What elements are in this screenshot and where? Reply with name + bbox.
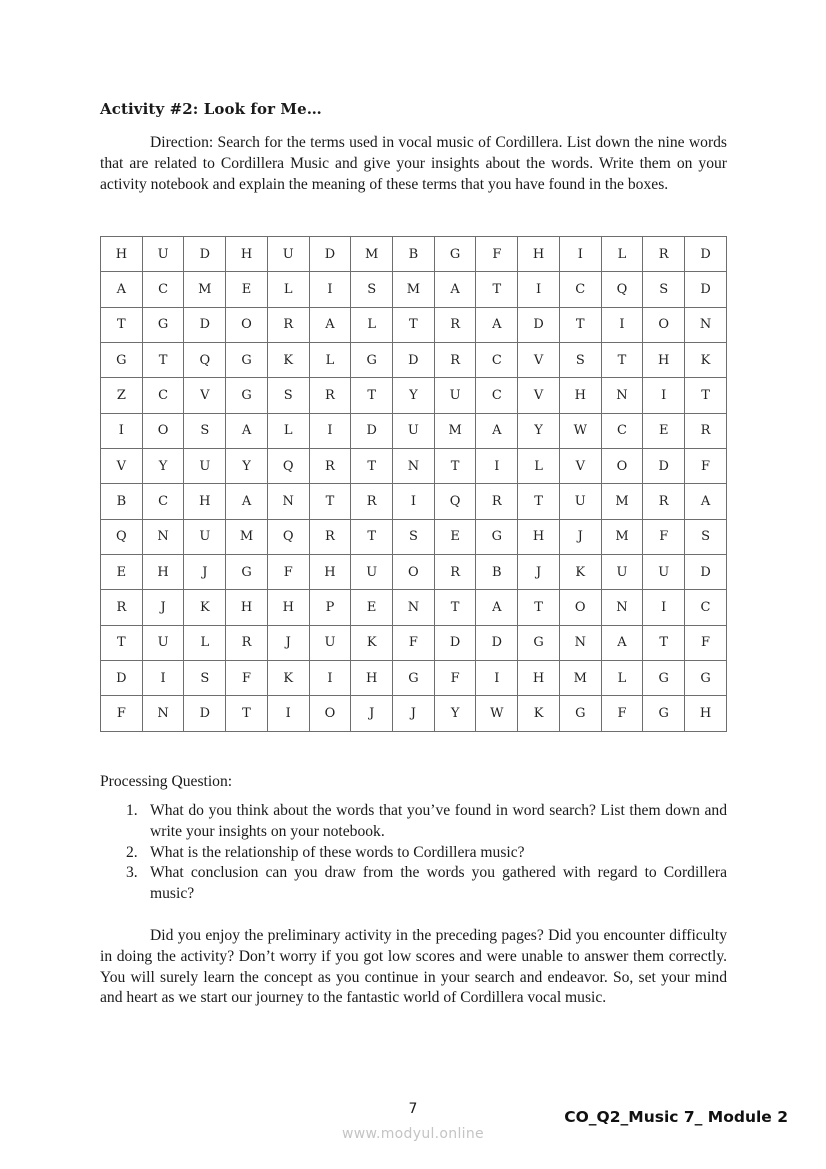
grid-cell: F xyxy=(267,555,309,590)
grid-cell: L xyxy=(267,272,309,307)
grid-cell: P xyxy=(309,590,351,625)
grid-cell: J xyxy=(267,625,309,660)
grid-cell: Y xyxy=(142,449,184,484)
page-number: 7 xyxy=(408,1101,418,1117)
grid-cell: C xyxy=(142,272,184,307)
grid-cell: H xyxy=(351,661,393,696)
grid-cell: D xyxy=(476,625,518,660)
grid-cell: U xyxy=(393,413,435,448)
grid-cell: Z xyxy=(101,378,143,413)
grid-cell: T xyxy=(393,307,435,342)
word-search-grid xyxy=(100,236,727,732)
grid-cell: D xyxy=(184,237,226,272)
grid-cell: T xyxy=(101,625,143,660)
grid-cell: D xyxy=(434,625,476,660)
grid-cell: Y xyxy=(518,413,560,448)
grid-cell: R xyxy=(685,413,727,448)
grid-cell: D xyxy=(685,272,727,307)
grid-cell: T xyxy=(142,343,184,378)
grid-cell: S xyxy=(184,661,226,696)
closing-paragraph xyxy=(100,926,727,1009)
grid-cell: H xyxy=(643,343,685,378)
grid-cell: V xyxy=(518,378,560,413)
grid-cell: U xyxy=(142,237,184,272)
grid-cell: I xyxy=(309,413,351,448)
grid-cell: R xyxy=(309,519,351,554)
grid-cell: A xyxy=(226,484,268,519)
grid-cell: I xyxy=(393,484,435,519)
grid-cell: F xyxy=(601,696,643,732)
grid-row xyxy=(101,696,727,732)
grid-cell: N xyxy=(601,378,643,413)
grid-cell: G xyxy=(643,661,685,696)
grid-cell: C xyxy=(601,413,643,448)
grid-cell: T xyxy=(101,307,143,342)
grid-cell: J xyxy=(142,590,184,625)
grid-cell: D xyxy=(518,307,560,342)
grid-cell: I xyxy=(142,661,184,696)
grid-cell: Q xyxy=(101,519,143,554)
grid-row xyxy=(101,625,727,660)
grid-cell: D xyxy=(184,696,226,732)
grid-cell: N xyxy=(393,449,435,484)
grid-cell: R xyxy=(434,307,476,342)
grid-row xyxy=(101,307,727,342)
grid-row xyxy=(101,590,727,625)
grid-cell: H xyxy=(184,484,226,519)
grid-cell: M xyxy=(184,272,226,307)
grid-cell: G xyxy=(559,696,601,732)
grid-cell: M xyxy=(601,519,643,554)
question-item xyxy=(100,843,727,864)
grid-row xyxy=(101,449,727,484)
grid-cell: G xyxy=(351,343,393,378)
grid-cell: G xyxy=(476,519,518,554)
grid-cell: G xyxy=(685,661,727,696)
module-label: CO_Q2_Music 7_ Module 2 xyxy=(564,1108,788,1126)
grid-cell: K xyxy=(518,696,560,732)
grid-cell: K xyxy=(267,661,309,696)
grid-cell: I xyxy=(309,272,351,307)
grid-cell: R xyxy=(267,307,309,342)
grid-cell: J xyxy=(393,696,435,732)
grid-cell: V xyxy=(559,449,601,484)
grid-cell: A xyxy=(476,307,518,342)
grid-cell: N xyxy=(142,696,184,732)
grid-cell: Y xyxy=(434,696,476,732)
grid-cell: S xyxy=(643,272,685,307)
grid-cell: I xyxy=(559,237,601,272)
watermark: www.modyul.online xyxy=(342,1126,484,1142)
grid-cell: I xyxy=(309,661,351,696)
grid-cell: J xyxy=(518,555,560,590)
processing-question-label: Processing Question: xyxy=(100,773,233,790)
grid-cell: E xyxy=(101,555,143,590)
grid-cell: F xyxy=(476,237,518,272)
grid-cell: C xyxy=(476,378,518,413)
grid-cell: D xyxy=(351,413,393,448)
grid-cell: R xyxy=(101,590,143,625)
grid-cell: U xyxy=(184,449,226,484)
grid-cell: O xyxy=(559,590,601,625)
grid-cell: I xyxy=(643,378,685,413)
grid-cell: R xyxy=(434,555,476,590)
grid-cell: M xyxy=(351,237,393,272)
grid-cell: G xyxy=(226,343,268,378)
grid-cell: E xyxy=(434,519,476,554)
grid-cell: I xyxy=(518,272,560,307)
processing-questions-list xyxy=(100,801,727,905)
grid-cell: Q xyxy=(267,519,309,554)
grid-cell: R xyxy=(309,378,351,413)
grid-cell: D xyxy=(309,237,351,272)
question-text: What is the relationship of these words to Cordillera music? xyxy=(150,843,525,861)
grid-cell: A xyxy=(476,590,518,625)
grid-cell: D xyxy=(685,237,727,272)
grid-cell: U xyxy=(601,555,643,590)
grid-cell: T xyxy=(559,307,601,342)
grid-cell: I xyxy=(476,449,518,484)
grid-cell: I xyxy=(643,590,685,625)
grid-cell: K xyxy=(184,590,226,625)
grid-cell: B xyxy=(476,555,518,590)
grid-cell: T xyxy=(518,484,560,519)
grid-cell: Q xyxy=(434,484,476,519)
grid-cell: D xyxy=(685,555,727,590)
grid-cell: R xyxy=(476,484,518,519)
grid-cell: O xyxy=(226,307,268,342)
grid-cell: S xyxy=(685,519,727,554)
question-number: 3. xyxy=(126,864,138,882)
grid-cell: S xyxy=(267,378,309,413)
grid-cell: A xyxy=(434,272,476,307)
grid-cell: G xyxy=(226,378,268,413)
direction-paragraph xyxy=(100,133,727,195)
grid-cell: U xyxy=(309,625,351,660)
grid-cell: K xyxy=(267,343,309,378)
grid-cell: T xyxy=(434,590,476,625)
grid-cell: D xyxy=(643,449,685,484)
question-item xyxy=(100,863,727,905)
grid-cell: F xyxy=(393,625,435,660)
grid-cell: T xyxy=(226,696,268,732)
grid-cell: J xyxy=(351,696,393,732)
grid-cell: G xyxy=(643,696,685,732)
grid-cell: R xyxy=(351,484,393,519)
grid-cell: N xyxy=(685,307,727,342)
grid-cell: C xyxy=(476,343,518,378)
grid-cell: V xyxy=(101,449,143,484)
grid-cell: A xyxy=(309,307,351,342)
activity-title: Activity #2: Look for Me… xyxy=(100,100,322,118)
grid-cell: T xyxy=(351,378,393,413)
grid-cell: A xyxy=(685,484,727,519)
grid-cell: M xyxy=(226,519,268,554)
grid-cell: T xyxy=(476,272,518,307)
grid-cell: D xyxy=(393,343,435,378)
direction-text: Direction: Search for the terms used in vocal music of Cordillera. List down the nine words that are related to Cordillera Music and give your insights about the words. Write them on your activity notebook and explain the meaning of these terms that you have found in the boxes. xyxy=(100,134,727,193)
grid-cell: E xyxy=(351,590,393,625)
grid-cell: T xyxy=(434,449,476,484)
grid-cell: C xyxy=(142,484,184,519)
grid-cell: M xyxy=(601,484,643,519)
grid-cell: N xyxy=(267,484,309,519)
grid-cell: L xyxy=(601,237,643,272)
grid-cell: H xyxy=(309,555,351,590)
grid-cell: I xyxy=(476,661,518,696)
grid-cell: O xyxy=(601,449,643,484)
grid-cell: O xyxy=(393,555,435,590)
grid-cell: H xyxy=(685,696,727,732)
grid-row xyxy=(101,484,727,519)
grid-cell: H xyxy=(226,237,268,272)
grid-cell: N xyxy=(393,590,435,625)
grid-cell: A xyxy=(601,625,643,660)
grid-cell: L xyxy=(184,625,226,660)
grid-row xyxy=(101,519,727,554)
grid-cell: C xyxy=(559,272,601,307)
question-text: What conclusion can you draw from the words you gathered with regard to Cordillera music? xyxy=(150,864,727,903)
grid-cell: T xyxy=(518,590,560,625)
grid-cell: S xyxy=(393,519,435,554)
question-number: 1. xyxy=(126,802,138,819)
grid-cell: N xyxy=(601,590,643,625)
grid-cell: U xyxy=(559,484,601,519)
grid-cell: U xyxy=(643,555,685,590)
grid-cell: C xyxy=(142,378,184,413)
grid-cell: O xyxy=(309,696,351,732)
grid-cell: A xyxy=(226,413,268,448)
grid-cell: H xyxy=(518,661,560,696)
grid-cell: I xyxy=(601,307,643,342)
question-number: 2. xyxy=(126,843,138,861)
grid-cell: F xyxy=(101,696,143,732)
grid-cell: E xyxy=(226,272,268,307)
grid-cell: G xyxy=(142,307,184,342)
grid-cell: D xyxy=(184,307,226,342)
grid-cell: R xyxy=(643,237,685,272)
grid-cell: H xyxy=(226,590,268,625)
grid-row xyxy=(101,555,727,590)
grid-cell: F xyxy=(685,625,727,660)
grid-cell: G xyxy=(518,625,560,660)
grid-cell: R xyxy=(226,625,268,660)
grid-cell: L xyxy=(351,307,393,342)
grid-cell: S xyxy=(559,343,601,378)
word-search-grid-body xyxy=(101,237,727,732)
grid-cell: L xyxy=(518,449,560,484)
grid-cell: M xyxy=(393,272,435,307)
grid-cell: D xyxy=(101,661,143,696)
grid-cell: H xyxy=(142,555,184,590)
grid-cell: C xyxy=(685,590,727,625)
grid-row xyxy=(101,272,727,307)
grid-cell: U xyxy=(142,625,184,660)
grid-cell: K xyxy=(351,625,393,660)
grid-cell: U xyxy=(184,519,226,554)
grid-cell: T xyxy=(309,484,351,519)
grid-cell: L xyxy=(267,413,309,448)
grid-cell: L xyxy=(309,343,351,378)
grid-cell: T xyxy=(643,625,685,660)
grid-cell: W xyxy=(476,696,518,732)
grid-cell: W xyxy=(559,413,601,448)
question-text: What do you think about the words that you’ve found in word search? List them down and write your insights on your notebook. xyxy=(150,802,727,840)
grid-cell: K xyxy=(685,343,727,378)
grid-cell: G xyxy=(226,555,268,590)
grid-cell: Q xyxy=(601,272,643,307)
grid-cell: L xyxy=(601,661,643,696)
grid-cell: O xyxy=(643,307,685,342)
grid-cell: A xyxy=(101,272,143,307)
grid-cell: U xyxy=(434,378,476,413)
grid-cell: H xyxy=(559,378,601,413)
grid-cell: Q xyxy=(184,343,226,378)
grid-row xyxy=(101,661,727,696)
grid-cell: T xyxy=(601,343,643,378)
grid-cell: G xyxy=(393,661,435,696)
grid-cell: J xyxy=(559,519,601,554)
grid-cell: U xyxy=(351,555,393,590)
grid-cell: M xyxy=(434,413,476,448)
grid-cell: V xyxy=(184,378,226,413)
grid-cell: S xyxy=(184,413,226,448)
grid-cell: A xyxy=(476,413,518,448)
grid-row xyxy=(101,378,727,413)
grid-cell: F xyxy=(643,519,685,554)
grid-cell: K xyxy=(559,555,601,590)
grid-cell: B xyxy=(393,237,435,272)
grid-cell: T xyxy=(351,519,393,554)
grid-cell: S xyxy=(351,272,393,307)
grid-cell: B xyxy=(101,484,143,519)
grid-cell: O xyxy=(142,413,184,448)
grid-cell: I xyxy=(101,413,143,448)
grid-cell: F xyxy=(685,449,727,484)
grid-cell: G xyxy=(101,343,143,378)
grid-cell: F xyxy=(434,661,476,696)
grid-cell: N xyxy=(142,519,184,554)
closing-text: Did you enjoy the preliminary activity in the preceding pages? Did you encounter difficulty in doing the activity? Don’t worry if you got low scores and were unable to answer them correctly. You will surely learn the concept as you continue in your search and endeavor. So, set your mind and heart as we start our journey to the fantastic world of Cordillera vocal music. xyxy=(100,927,727,1007)
grid-cell: U xyxy=(267,237,309,272)
grid-cell: H xyxy=(518,237,560,272)
grid-cell: G xyxy=(434,237,476,272)
grid-cell: H xyxy=(518,519,560,554)
grid-cell: J xyxy=(184,555,226,590)
grid-cell: R xyxy=(643,484,685,519)
grid-cell: E xyxy=(643,413,685,448)
grid-cell: Q xyxy=(267,449,309,484)
grid-cell: N xyxy=(559,625,601,660)
grid-cell: F xyxy=(226,661,268,696)
grid-cell: Y xyxy=(226,449,268,484)
grid-cell: V xyxy=(518,343,560,378)
grid-cell: H xyxy=(267,590,309,625)
grid-cell: H xyxy=(101,237,143,272)
grid-cell: R xyxy=(434,343,476,378)
question-item xyxy=(100,801,727,843)
grid-cell: Y xyxy=(393,378,435,413)
grid-row xyxy=(101,343,727,378)
grid-row xyxy=(101,413,727,448)
grid-cell: T xyxy=(351,449,393,484)
grid-cell: R xyxy=(309,449,351,484)
grid-cell: T xyxy=(685,378,727,413)
grid-cell: M xyxy=(559,661,601,696)
grid-row xyxy=(101,237,727,272)
grid-cell: I xyxy=(267,696,309,732)
